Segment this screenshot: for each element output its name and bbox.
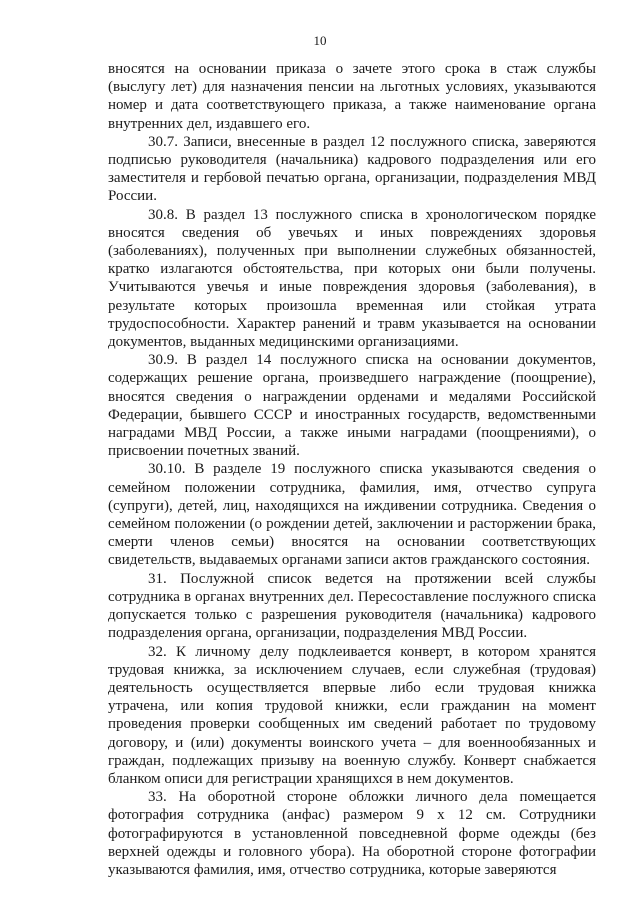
paragraph-30-10: 30.10. В разделе 19 послужного списка указываются сведения о семейном положении сотрудника, фамилия, имя, отчество супруга (супруги), детей, лиц, находящихся на иждивении сотрудника. Сведения о семейном положении (о рождении детей, заключении и расторжении брака, смерти членов семьи) вносятся на основании соответствующих свидетельств, выдаваемых органами записи актов гражданского состояния. xyxy=(108,461,596,569)
paragraph-30-7: 30.7. Записи, внесенные в раздел 12 послужного списка, заверяются подписью руководителя (начальника) кадрового подразделения или его заместителя и гербовой печатью органа, организации, подразделения МВД России. xyxy=(108,133,596,205)
paragraph-continuation: вносятся на основании приказа о зачете этого срока в стаж службы (выслугу лет) для назначения пенсии на льготных условиях, указываются номер и дата соответствующего приказа, а также наименование органа внутренних дел, издавшего его. xyxy=(108,61,596,132)
paragraph-31: 31. Послужной список ведется на протяжении всей службы сотрудника в органах внутренних дел. Пересоставление послужного списка допускается только с разрешения руководителя (начальника) кадрового подразделения органа, организации, подразделения МВД России. xyxy=(108,570,596,642)
document-body xyxy=(108,60,596,879)
paragraph-32: 32. К личному делу подклеивается конверт, в котором хранятся трудовая книжка, за исключением случаев, если служебная (трудовая) деятельность осуществляется впервые либо если трудовая книжка утрачена, или копия трудовой книжки, если гражданин на момент проведения проверки сообщенных им сведений работает по трудовому договору, и (или) документы воинского учета – для военнообязанных и граждан, подлежащих призыву на военную службу. Конверт снабжается бланком описи для регистрации хранящихся в нем документов. xyxy=(108,643,596,787)
page-number: 10 xyxy=(313,33,327,48)
paragraph-33: 33. На оборотной стороне обложки личного дела помещается фотография сотрудника (анфас) размером 9 х 12 см. Сотрудники фотографируются в установленной повседневной форме одежды (без верхней одежды и головного убора). На оборотной стороне фотографии указываются фамилия, имя, отчество сотрудника, которые заверяются xyxy=(108,789,596,878)
paragraph-30-8: 30.8. В раздел 13 послужного списка в хронологическом порядке вносятся сведения об увечьях и иных повреждениях здоровья (заболеваниях), полученных при выполнении служебных обязанностей, кратко излагаются обстоятельства, при которых они были получены. Учитываются увечья и иные повреждения здоровья (заболевания), в результате которых произошла временная или стойкая утрата трудоспособности. Характер ранений и травм указывается на основании документов, выданных медицинскими организациями. xyxy=(108,206,596,351)
paragraph-30-9: 30.9. В раздел 14 послужного списка на основании документов, содержащих решение органа, произведшего награждение (поощрение), вносятся сведения о награждении орденами и медалями Российской Федерации, бывшего СССР и иностранных государств, ведомственными наградами МВД России, а также иными наградами (поощрениями), о присвоении почетных званий. xyxy=(108,352,596,460)
